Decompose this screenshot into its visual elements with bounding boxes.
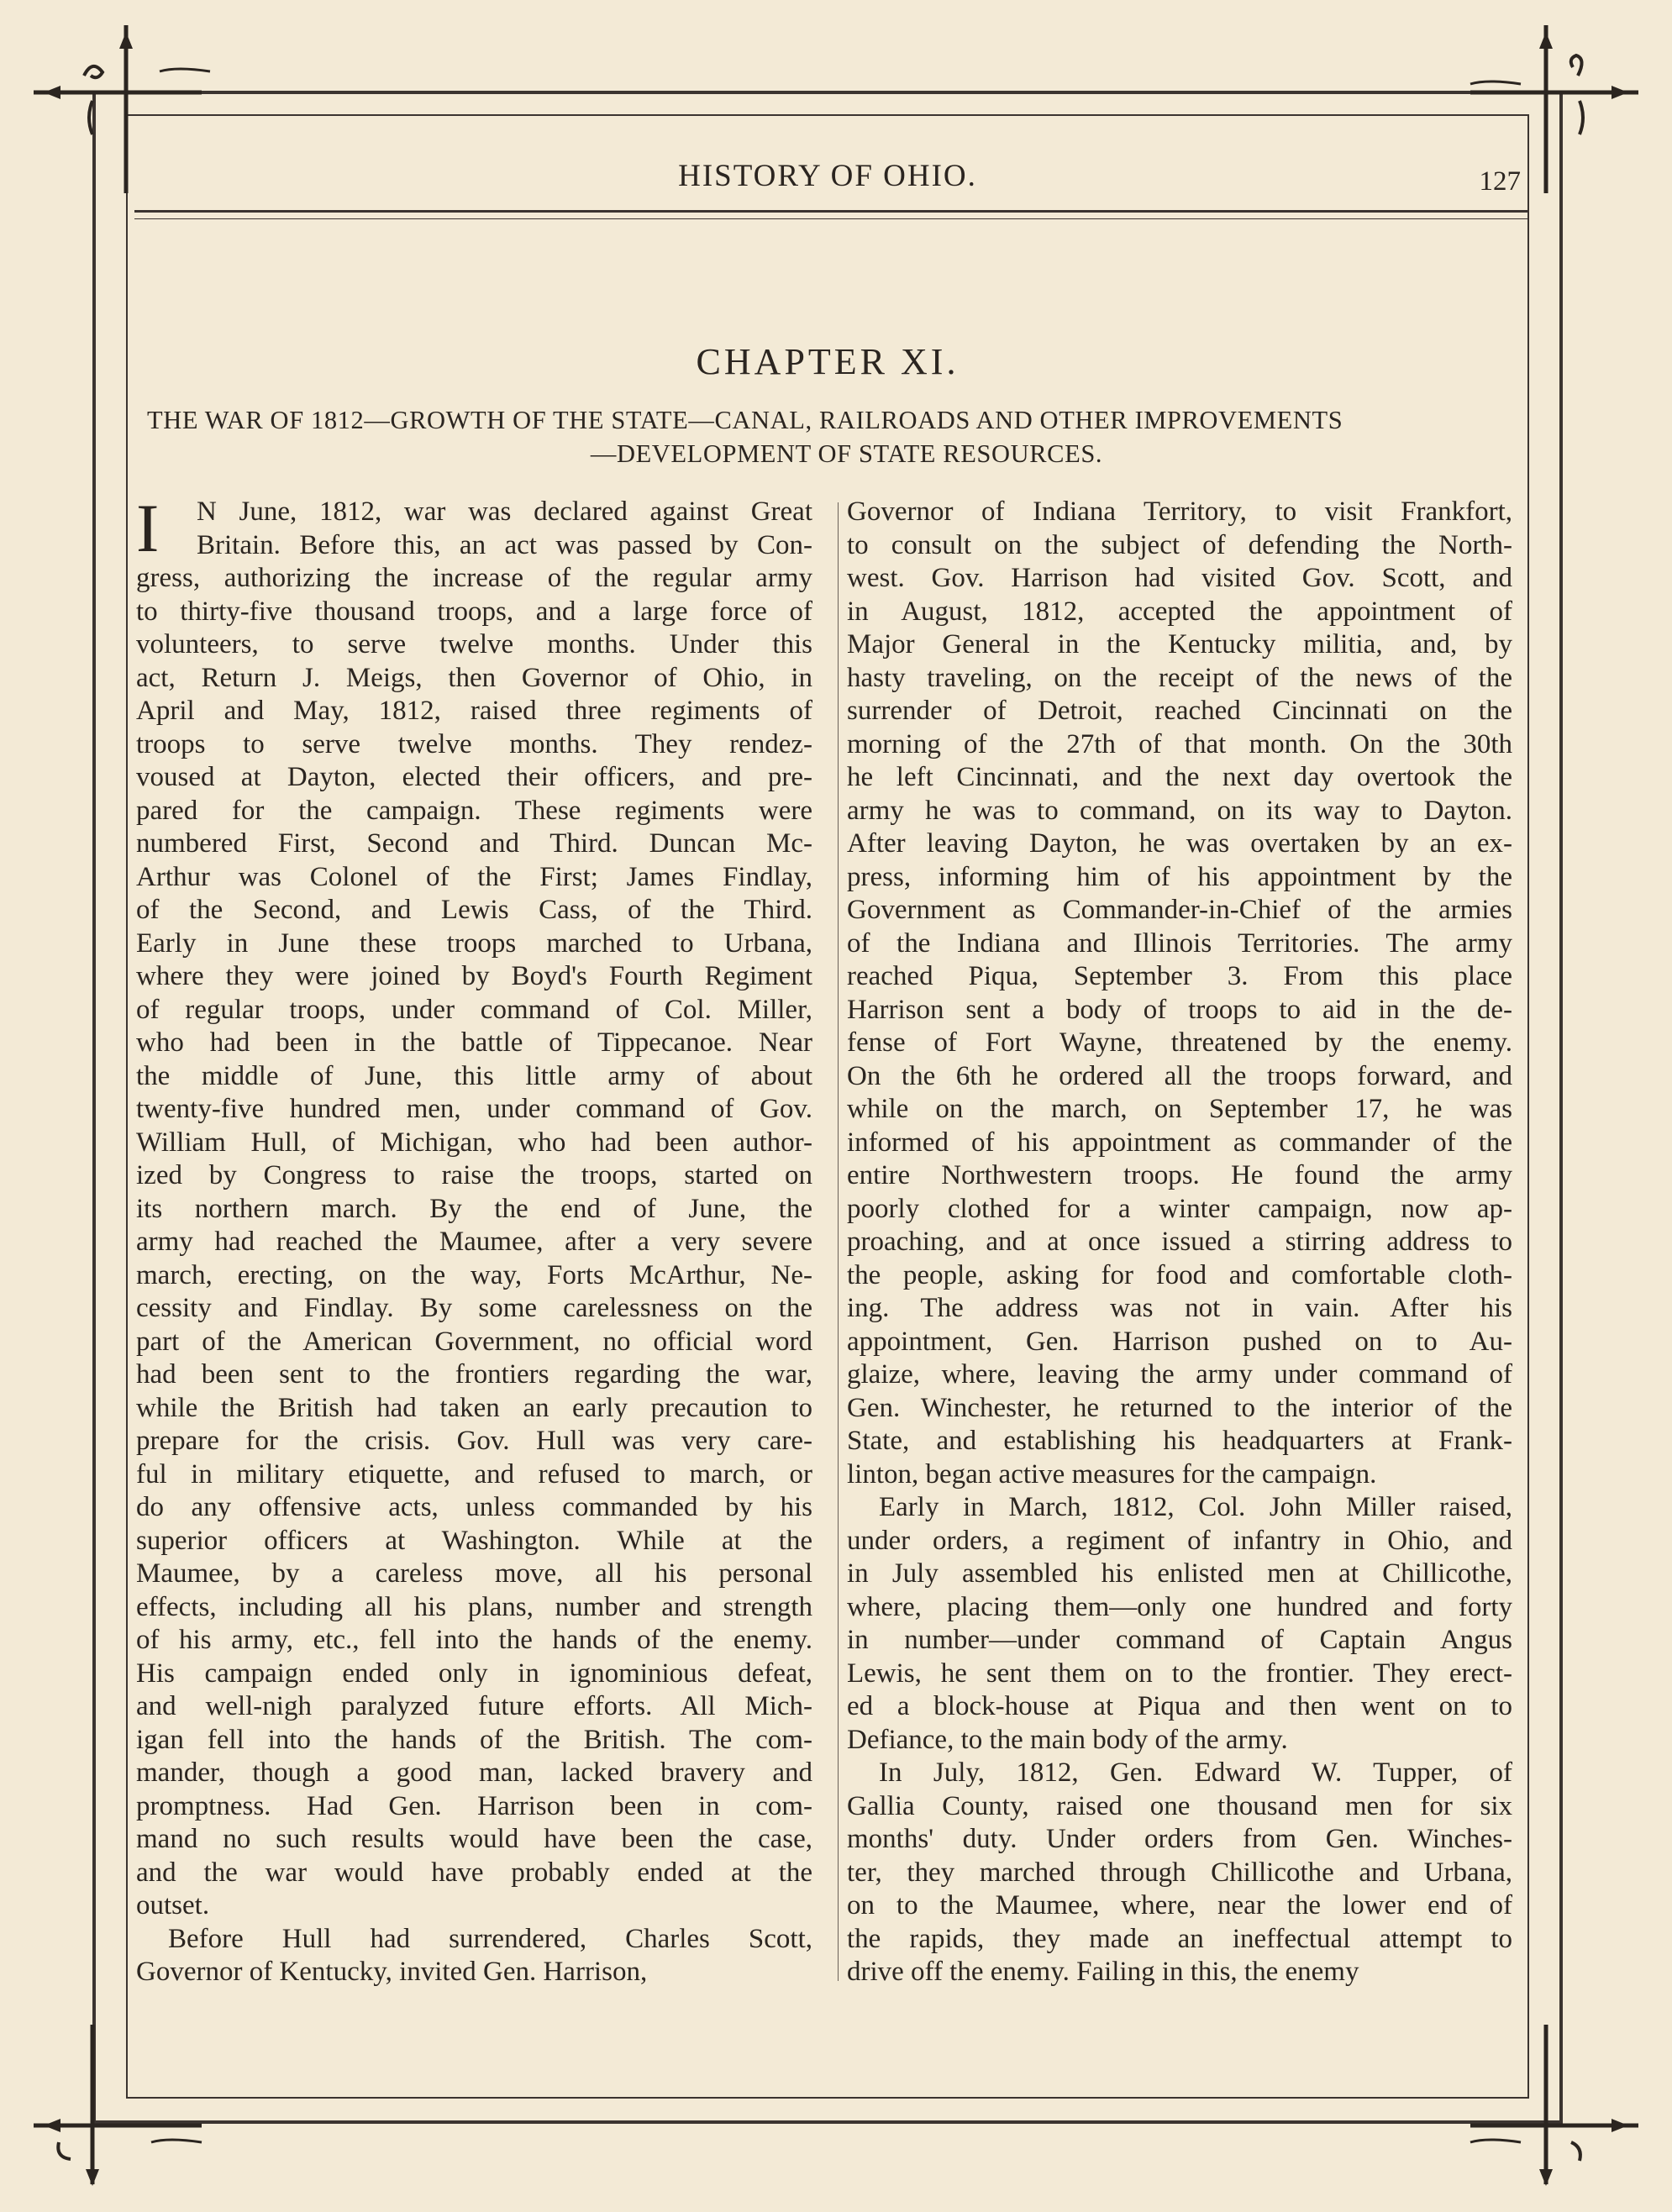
- text-line: N June, 1812, war was declared against Great: [197, 497, 812, 527]
- text-line: hasty traveling, on the receipt of the news of the: [847, 662, 1512, 693]
- text-line: in August, 1812, accepted the appointment of: [847, 596, 1512, 627]
- text-line: Defiance, to the main body of the army.: [847, 1724, 1288, 1755]
- text-line: Maumee, by a careless move, all his personal: [136, 1558, 812, 1589]
- text-line: effects, including all his plans, number and strength: [136, 1591, 812, 1622]
- text-line: twenty-five hundred men, under command of Gov.: [136, 1094, 812, 1124]
- text-line: State, and establishing his headquarters at Frank-: [847, 1426, 1512, 1456]
- text-line: outset.: [136, 1890, 210, 1920]
- text-line: Major General in the Kentucky militia, and, by: [847, 629, 1512, 659]
- text-line: poorly clothed for a winter campaign, now ap-: [847, 1193, 1512, 1224]
- text-line: in July assembled his enlisted men at Chillicothe,: [847, 1558, 1512, 1589]
- text-line: ing. The address was not in vain. After his: [847, 1293, 1512, 1323]
- corner-ornament-top-left: [34, 25, 168, 160]
- text-line: William Hull, of Michigan, who had been author-: [136, 1127, 812, 1158]
- text-line: of his army, etc., fell into the hands of the enemy.: [136, 1625, 812, 1655]
- text-line: the rapids, they made an ineffectual attempt to: [847, 1923, 1512, 1954]
- text-line: ful in military etiquette, and refused to march, or: [136, 1458, 812, 1490]
- header-rule-thin: [134, 218, 1527, 219]
- text-line: fense of Fort Wayne, threatened by the enemy.: [847, 1027, 1512, 1058]
- text-line: act, Return J. Meigs, then Governor of Ohio, in: [136, 662, 812, 693]
- text-line: under orders, a regiment of infantry in Ohio, and: [847, 1525, 1512, 1556]
- text-line: while on the march, on September 17, he was: [847, 1094, 1512, 1124]
- text-line: of regular troops, under command of Col. Miller,: [136, 994, 812, 1025]
- text-line: months' duty. Under orders from Gen. Winches-: [847, 1824, 1512, 1854]
- text-line: of the Second, and Lewis Cass, of the Third.: [136, 895, 812, 925]
- text-line: surrender of Detroit, reached Cincinnati on the: [847, 696, 1512, 726]
- text-line: informed of his appointment as commander of the: [847, 1127, 1512, 1158]
- text-line: army he was to command, on its way to Dayton.: [847, 795, 1512, 826]
- text-line: its northern march. By the end of June, the: [136, 1193, 812, 1224]
- text-line: Lewis, he sent them on to the frontier. They erect-: [847, 1658, 1512, 1689]
- chapter-subtitle-line: THE WAR OF 1812—GROWTH OF THE STATE—CANAL, RAILROADS AND OTHER IMPROVEMENTS: [147, 406, 1343, 434]
- header-rule: [134, 210, 1527, 213]
- text-line: ized by Congress to raise the troops, started on: [136, 1160, 812, 1190]
- corner-ornament-bottom-right: [1504, 2058, 1638, 2193]
- text-line: reached Piqua, September 3. From this place: [847, 961, 1512, 991]
- corner-ornament-bottom-left: [34, 2058, 168, 2193]
- right-column: [847, 496, 1512, 1989]
- text-line: on to the Maumee, where, near the lower end of: [847, 1890, 1512, 1920]
- text-line: to thirty-five thousand troops, and a large force of: [136, 596, 812, 627]
- text-line: pared for the campaign. These regiments were: [136, 795, 812, 826]
- text-line: of the Indiana and Illinois Territories. The army: [847, 927, 1512, 959]
- text-line: cessity and Findlay. By some carelessness on the: [136, 1293, 812, 1323]
- text-line: army had reached the Maumee, after a very severe: [136, 1227, 812, 1257]
- text-line: had been sent to the frontiers regarding the war,: [136, 1359, 812, 1390]
- text-line: Arthur was Colonel of the First; James Findlay,: [136, 861, 812, 892]
- text-line: where they were joined by Boyd's Fourth Regiment: [136, 961, 812, 991]
- text-line: Government as Commander-in-Chief of the armies: [847, 895, 1512, 925]
- text-line: to consult on the subject of defending the North-: [847, 529, 1512, 560]
- text-line: promptness. Had Gen. Harrison been in com-: [136, 1790, 812, 1821]
- text-line: Gen. Winchester, he returned to the interior of the: [847, 1392, 1512, 1423]
- text-line: ter, they marched through Chillicothe and Urbana,: [847, 1857, 1512, 1888]
- text-line: Harrison sent a body of troops to aid in the de-: [847, 994, 1512, 1025]
- text-line: linton, began active measures for the campaign.: [847, 1458, 1377, 1490]
- text-line: voused at Dayton, elected their officers, and pre-: [136, 762, 812, 792]
- text-line: In July, 1812, Gen. Edward W. Tupper, of: [879, 1758, 1512, 1788]
- text-line: and the war would have probably ended at the: [136, 1857, 812, 1888]
- text-line: press, informing him of his appointment by the: [847, 861, 1512, 892]
- text-line: After leaving Dayton, he was overtaken by an ex-: [847, 828, 1512, 859]
- text-line: Early in March, 1812, Col. John Miller raised,: [879, 1492, 1512, 1522]
- text-line: morning of the 27th of that month. On the 30th: [847, 728, 1512, 759]
- running-title: HISTORY OF OHIO.: [678, 159, 977, 193]
- text-line: Early in June these troops marched to Urbana,: [136, 927, 812, 959]
- text-line: entire Northwestern troops. He found the army: [847, 1160, 1512, 1190]
- text-line: part of the American Government, no official word: [136, 1326, 812, 1357]
- text-line: His campaign ended only in ignominious defeat,: [136, 1658, 812, 1689]
- text-line: glaize, where, leaving the army under command of: [847, 1359, 1512, 1390]
- text-line: where, placing them—only one hundred and forty: [847, 1591, 1512, 1622]
- text-line: Gallia County, raised one thousand men for six: [847, 1790, 1512, 1821]
- text-line: he left Cincinnati, and the next day overtook the: [847, 762, 1512, 792]
- text-line: who had been in the battle of Tippecanoe. Near: [136, 1027, 812, 1058]
- text-line: west. Gov. Harrison had visited Gov. Scott, and: [847, 563, 1512, 593]
- text-line: Britain. Before this, an act was passed by Con-: [197, 529, 812, 560]
- text-line: April and May, 1812, raised three regiments of: [136, 696, 812, 726]
- text-line: numbered First, Second and Third. Duncan Mc-: [136, 828, 812, 859]
- text-line: the people, asking for food and comfortable cloth-: [847, 1259, 1512, 1290]
- drop-cap: I: [136, 490, 160, 566]
- chapter-title: CHAPTER XI.: [696, 341, 960, 382]
- text-line: gress, authorizing the increase of the regular army: [136, 563, 812, 593]
- text-line: while the British had taken an early precaution to: [136, 1392, 812, 1423]
- text-line: Before Hull had surrendered, Charles Scott,: [168, 1923, 812, 1954]
- text-line: proaching, and at once issued a stirring address to: [847, 1227, 1512, 1257]
- page-number: 127: [1479, 166, 1521, 197]
- text-line: superior officers at Washington. While at the: [136, 1525, 812, 1556]
- text-line: and well-nigh paralyzed future efforts. All Mich-: [136, 1691, 812, 1721]
- text-line: Governor of Kentucky, invited Gen. Harrison,: [136, 1957, 648, 1987]
- text-line: prepare for the crisis. Gov. Hull was very care-: [136, 1426, 812, 1456]
- text-line: march, erecting, on the way, Forts McArthur, Ne-: [136, 1259, 812, 1290]
- page-header: [134, 158, 1521, 217]
- chapter-subtitle-line: —DEVELOPMENT OF STATE RESOURCES.: [590, 439, 1103, 468]
- text-line: in number—under command of Captain Angus: [847, 1625, 1512, 1655]
- column-divider: [838, 502, 839, 1981]
- text-line: the middle of June, this little army of about: [136, 1060, 812, 1091]
- corner-ornament-top-right: [1504, 25, 1638, 160]
- text-line: mander, though a good man, lacked bravery and: [136, 1758, 812, 1788]
- left-column: [136, 490, 812, 1989]
- text-line: appointment, Gen. Harrison pushed on to Au-: [847, 1326, 1512, 1357]
- text-line: mand no such results would have been the case,: [136, 1824, 812, 1854]
- text-line: Governor of Indiana Territory, to visit Frankfort,: [847, 497, 1512, 527]
- text-line: igan fell into the hands of the British. The com-: [136, 1724, 812, 1755]
- text-line: do any offensive acts, unless commanded by his: [136, 1492, 812, 1522]
- text-line: volunteers, to serve twelve months. Under this: [136, 629, 812, 659]
- text-line: ed a block-house at Piqua and then went on to: [847, 1691, 1512, 1721]
- text-line: drive off the enemy. Failing in this, the enemy: [847, 1957, 1359, 1987]
- chapter-subtitle: [147, 403, 1512, 470]
- text-line: troops to serve twelve months. They rendez-: [136, 728, 812, 759]
- text-line: On the 6th he ordered all the troops forward, and: [847, 1060, 1512, 1091]
